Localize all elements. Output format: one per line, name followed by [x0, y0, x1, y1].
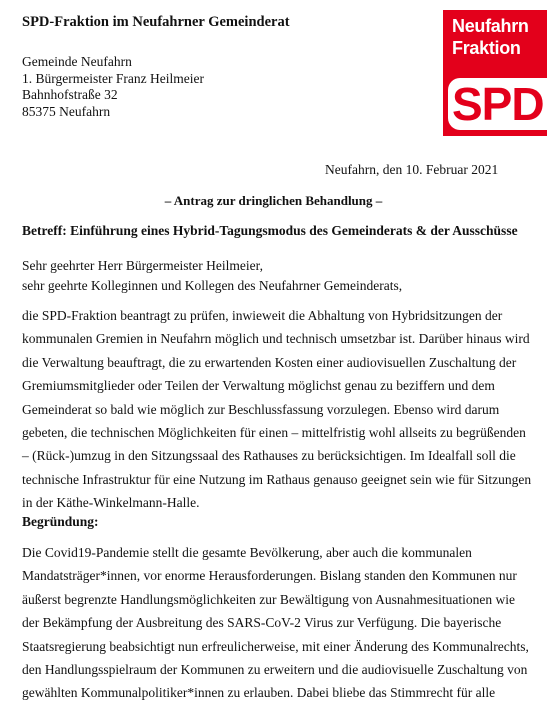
salutation-line: sehr geehrte Kolleginnen und Kollegen des Neufahrner Gemeinderats,: [22, 278, 403, 293]
paragraph-line: gewählten Kommunalpolitiker*innen zu erlauben. Dabei bliebe das Stimmrecht für alle: [22, 685, 496, 701]
recipient-address: [22, 54, 204, 120]
salutation: [22, 256, 402, 296]
header-title: SPD-Fraktion im Neufahrner Gemeinderat: [22, 14, 290, 30]
salutation-line: Sehr geehrter Herr Bürgermeister Heilmeier,: [22, 258, 263, 273]
paragraph-line: in der Käthe-Winkelmann-Halle.: [22, 495, 200, 511]
paragraph-line: äußerst begrenzte Handlungsmöglichkeiten zur Bewältigung von Ausnahmesituationen wie: [22, 591, 516, 607]
paragraph-line: Gemeinderat so bald wie möglich zur Beschlussfassung vorzulegen. Ebenso wird darum: [22, 401, 500, 417]
paragraph-line: die Verwaltung beauftragt, die zu erwartenden Kosten einer audiovisuellen Zuschaltung der: [22, 354, 517, 370]
request-paragraph: [22, 304, 531, 515]
paragraph-line: technische Infrastruktur für eine Nutzung im Rathaus genauso geeignet sein wie für Sitzungen: [22, 471, 532, 487]
paragraph-line: kommunalen Gremien in Neufahrn möglich und technisch umsetzbar ist. Darüber hinaus wird: [22, 331, 530, 347]
reason-paragraph: [22, 541, 529, 705]
date-line: Neufahrn, den 10. Februar 2021: [325, 162, 499, 177]
address-line: 1. Bürgermeister Franz Heilmeier: [22, 70, 204, 86]
paragraph-line: – (Rück-)umzug in den Sitzungssaal des Rathauses zu berücksichtigen. Im Idealfall soll die: [22, 448, 516, 464]
spd-logo: [443, 10, 547, 136]
paragraph-line: den Handlungsspielraum der Kommunen zu erweitern und die audiovisuelle Zuschaltung von: [22, 662, 528, 678]
address-line: Bahnhofstraße 32: [22, 87, 118, 102]
logo-line-neufahrn: Neufahrn: [452, 16, 529, 36]
paragraph-line: Mandatsträger*innen, vor enorme Herausforderungen. Bislang standen den Kommunen nur: [22, 568, 517, 584]
paragraph-line: Die Covid19-Pandemie stellt die gesamte Bevölkerung, aber auch die kommunalen: [22, 545, 472, 560]
paragraph-line: die SPD-Fraktion beantragt zu prüfen, inwieweit die Abhaltung von Hybridsitzungen der: [22, 308, 503, 323]
paragraph-line: gebeten, die technischen Möglichkeiten für einen – mittelfristig wohl allseits zu begrüßenden: [22, 425, 526, 441]
subject-line: Betreff: Einführung eines Hybrid-Tagungsmodus des Gemeinderats & der Ausschüsse: [22, 223, 518, 238]
paragraph-line: Gremiumsmitglieder oder Teilen der Verwaltung möglichst genau zu beziffern und dem: [22, 378, 495, 394]
address-line: 85375 Neufahrn: [22, 103, 111, 119]
paragraph-line: Staatsregierung beabsichtigt nun erfreulicherweise, mit einer Änderung des Kommunalrechts,: [22, 638, 529, 654]
logo-spd-mark: SPD: [452, 78, 544, 130]
reason-heading: Begründung:: [22, 514, 99, 529]
urgent-request-heading: – Antrag zur dringlichen Behandlung –: [164, 193, 383, 208]
paragraph-line: der Bekämpfung der Ausbreitung des SARS-CoV-2 Virus zur Verfügung. Die bayerische: [22, 615, 502, 631]
address-line: Gemeinde Neufahrn: [22, 54, 132, 69]
logo-line-fraktion: Fraktion: [452, 38, 521, 58]
